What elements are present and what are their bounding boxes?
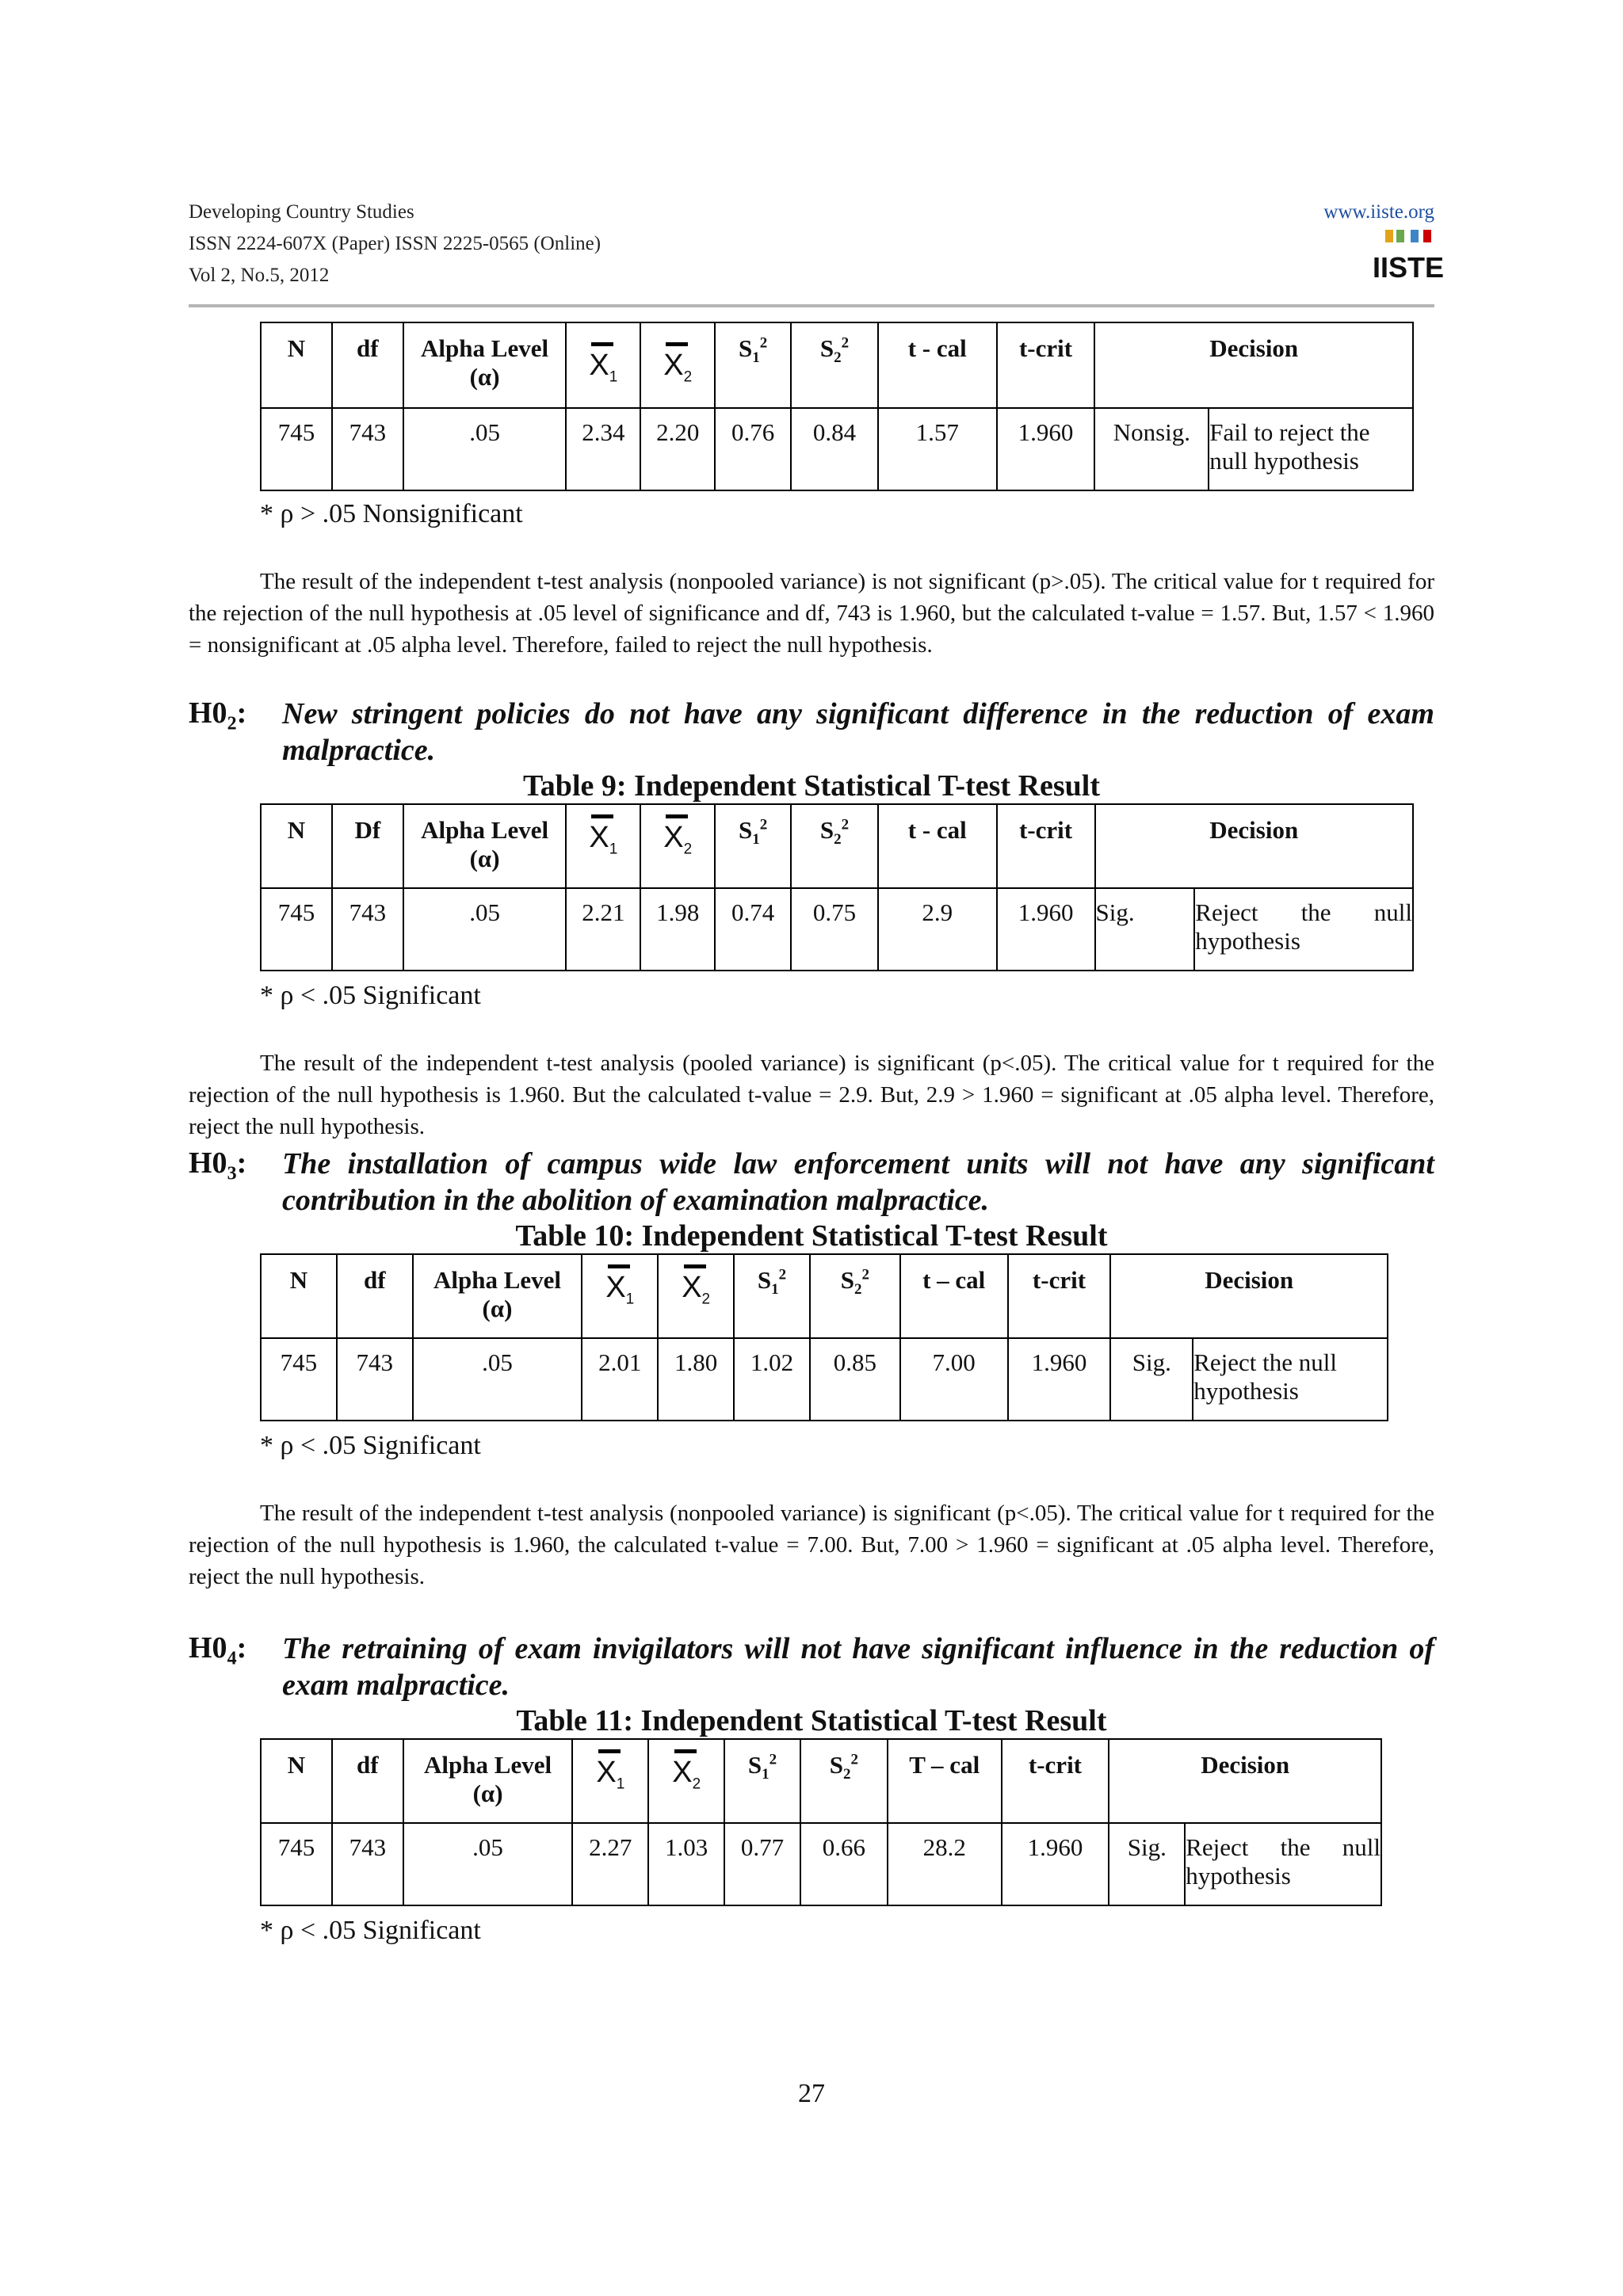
- cell-mean1: 2.34: [566, 408, 640, 490]
- cell-decision: Reject the null hypothesis: [1185, 1823, 1381, 1905]
- table-11-caption: Table 11: Independent Statistical T-test Result: [516, 1704, 1107, 1737]
- col-mean1: $X_1$: [566, 322, 640, 408]
- table-row: [261, 1338, 1388, 1421]
- cell-mean2: 1.03: [648, 1823, 724, 1905]
- table-row: [261, 1823, 1381, 1905]
- cell-significance: Sig.: [1109, 1823, 1185, 1905]
- cell-var1: 0.76: [715, 408, 791, 490]
- table-header-row: [261, 322, 1413, 408]
- iiste-logo: [1372, 230, 1445, 284]
- paragraph-1: The result of the independent t-test analysis (nonpooled variance) is not significant (p>.05). The critical value for t required for the rejection of the null hypothesis at .05 level of significance and df, 743 is 1.960, but the calculated t-value = 1.57. But, 1.57 < 1.960 = nonsignificant at .05 alpha level. Therefore, failed to reject the null hypothesis.: [189, 569, 1434, 658]
- table-9-caption: Table 9: Independent Statistical T-test Result: [522, 769, 1101, 803]
- col-var2: $S_2^2$: [791, 804, 878, 888]
- journal-issn: ISSN 2224-607X (Paper) ISSN 2225-0565 (Online): [189, 233, 601, 254]
- col-decision: Decision: [1094, 322, 1413, 408]
- col-tcal: t – cal: [900, 1254, 1008, 1338]
- cell-n: 745: [261, 1823, 332, 1905]
- col-n: N: [261, 322, 332, 408]
- cell-mean1: 2.01: [582, 1338, 658, 1421]
- col-tcal: T – cal: [888, 1739, 1002, 1823]
- cell-df: 743: [332, 888, 403, 971]
- cell-significance: Nonsig.: [1094, 408, 1209, 490]
- col-var1: $S_1^2$: [734, 1254, 810, 1338]
- col-var2: $S_2^2$: [810, 1254, 900, 1338]
- col-alpha: Alpha Level (α): [413, 1254, 582, 1338]
- col-tcrit: t-crit: [997, 322, 1095, 408]
- table-11: [260, 1738, 1382, 1906]
- cell-decision: Reject the null hypothesis: [1193, 1338, 1388, 1421]
- cell-mean2: 2.20: [640, 408, 715, 490]
- col-mean1: $X_1$: [572, 1739, 648, 1823]
- cell-alpha: .05: [403, 888, 567, 971]
- cell-var2: 0.84: [791, 408, 878, 490]
- col-tcrit: t-crit: [1002, 1739, 1109, 1823]
- col-tcal: t - cal: [878, 804, 997, 888]
- col-var2: $S_2^2$: [791, 322, 878, 408]
- col-var1: $S_1^2$: [715, 804, 791, 888]
- cell-n: 745: [261, 888, 332, 971]
- col-decision: Decision: [1095, 804, 1414, 888]
- cell-significance: Sig.: [1095, 888, 1195, 971]
- cell-tcal: 2.9: [878, 888, 997, 971]
- col-tcrit: t-crit: [997, 804, 1095, 888]
- col-n: N: [261, 804, 332, 888]
- cell-mean2: 1.80: [658, 1338, 734, 1421]
- col-mean1: $X_1$: [582, 1254, 658, 1338]
- table-9: [260, 803, 1414, 971]
- col-df: df: [332, 1739, 403, 1823]
- journal-volume: Vol 2, No.5, 2012: [189, 265, 330, 286]
- col-var1: $S_1^2$: [724, 1739, 800, 1823]
- paragraph-3: The result of the independent t-test analysis (nonpooled variance) is significant (p<.05). The critical value for t required for the rejection of the null hypothesis is 1.960, the calculated t-value = 7.00. But, 7.00 > 1.960 = significant at .05 alpha level. Therefore, reject the null hypothesis.: [189, 1501, 1434, 1589]
- cell-var2: 0.66: [800, 1823, 888, 1905]
- cell-alpha: .05: [403, 1823, 573, 1905]
- col-n: N: [261, 1254, 337, 1338]
- col-tcrit: t-crit: [1008, 1254, 1111, 1338]
- cell-significance: Sig.: [1110, 1338, 1193, 1421]
- cell-var2: 0.75: [791, 888, 878, 971]
- header-rule: [189, 304, 1434, 307]
- cell-tcrit: 1.960: [1008, 1338, 1111, 1421]
- cell-var2: 0.85: [810, 1338, 900, 1421]
- table-10-note: * ρ < .05 Significant: [260, 1431, 481, 1460]
- cell-df: 743: [332, 1823, 403, 1905]
- cell-tcal: 7.00: [900, 1338, 1008, 1421]
- col-mean2: $X_2$: [640, 322, 715, 408]
- cell-tcal: 1.57: [878, 408, 997, 490]
- logo-wordmark: IISTE: [1372, 251, 1445, 284]
- cell-df: 743: [332, 408, 403, 490]
- hypothesis-3-label: $H0_3$:: [189, 1146, 247, 1184]
- table-8: [260, 322, 1414, 491]
- hypothesis-4-label: $H0_4$:: [189, 1631, 247, 1669]
- col-mean2: $X_2$: [648, 1739, 724, 1823]
- hypothesis-2-text: New stringent policies do not have any significant difference in the reduction of exam malpractice.: [282, 697, 1434, 767]
- table-row: [261, 408, 1413, 490]
- col-df: Df: [332, 804, 403, 888]
- iiste-logo-icon: [1372, 230, 1445, 284]
- hypothesis-2-label: $H0_2$:: [189, 696, 247, 734]
- cell-tcrit: 1.960: [997, 408, 1095, 490]
- table-header-row: [261, 1739, 1381, 1823]
- table-9-note: * ρ < .05 Significant: [260, 981, 481, 1010]
- page-number: 27: [798, 2079, 825, 2108]
- hypothesis-3-text: The installation of campus wide law enforcement units will not have any significant contribution in the abolition of examination malpractice.: [282, 1147, 1434, 1217]
- paragraph-2: The result of the independent t-test analysis (pooled variance) is significant (p<.05). The critical value for t required for the rejection of the null hypothesis is 1.960. But the calculated t-value = 2.9. But, 2.9 > 1.960 = significant at .05 alpha level. Therefore, reject the null hypothesis.: [189, 1051, 1434, 1139]
- col-alpha: Alpha Level (α): [403, 1739, 573, 1823]
- hypothesis-4-text: The retraining of exam invigilators will not have significant influence in the reduction of exam malpractice.: [282, 1632, 1434, 1702]
- col-mean2: $X_2$: [658, 1254, 734, 1338]
- col-n: N: [261, 1739, 332, 1823]
- cell-mean1: 2.27: [572, 1823, 648, 1905]
- col-df: df: [332, 322, 403, 408]
- col-tcal: t - cal: [878, 322, 997, 408]
- cell-mean2: 1.98: [640, 888, 715, 971]
- col-df: df: [337, 1254, 413, 1338]
- cell-tcal: 28.2: [888, 1823, 1002, 1905]
- cell-decision: Reject the null hypothesis: [1194, 888, 1413, 971]
- journal-url-link[interactable]: www.iiste.org: [1323, 201, 1434, 223]
- cell-tcrit: 1.960: [1002, 1823, 1109, 1905]
- col-var2: $S_2^2$: [800, 1739, 888, 1823]
- cell-alpha: .05: [403, 408, 567, 490]
- table-8-note: * ρ > .05 Nonsignificant: [260, 499, 523, 528]
- cell-tcrit: 1.960: [997, 888, 1095, 971]
- cell-n: 745: [261, 1338, 337, 1421]
- cell-mean1: 2.21: [566, 888, 640, 971]
- table-10-caption: Table 10: Independent Statistical T-test Result: [515, 1219, 1108, 1253]
- cell-alpha: .05: [413, 1338, 582, 1421]
- col-var1: $S_1^2$: [715, 322, 791, 408]
- cell-n: 745: [261, 408, 332, 490]
- col-decision: Decision: [1109, 1739, 1381, 1823]
- col-mean2: $X_2$: [640, 804, 715, 888]
- cell-var1: 0.77: [724, 1823, 800, 1905]
- table-header-row: [261, 804, 1413, 888]
- table-row: [261, 888, 1413, 971]
- table-10: [260, 1253, 1388, 1421]
- journal-name: Developing Country Studies: [189, 201, 414, 223]
- table-11-note: * ρ < .05 Significant: [260, 1916, 481, 1945]
- col-alpha: Alpha Level (α): [403, 804, 567, 888]
- table-header-row: [261, 1254, 1388, 1338]
- col-mean1: $X_1$: [566, 804, 640, 888]
- cell-decision: Fail to reject the null hypothesis: [1209, 408, 1413, 490]
- cell-var1: 1.02: [734, 1338, 810, 1421]
- cell-var1: 0.74: [715, 888, 791, 971]
- cell-df: 743: [337, 1338, 413, 1421]
- col-decision: Decision: [1110, 1254, 1388, 1338]
- col-alpha: Alpha Level (α): [403, 322, 567, 408]
